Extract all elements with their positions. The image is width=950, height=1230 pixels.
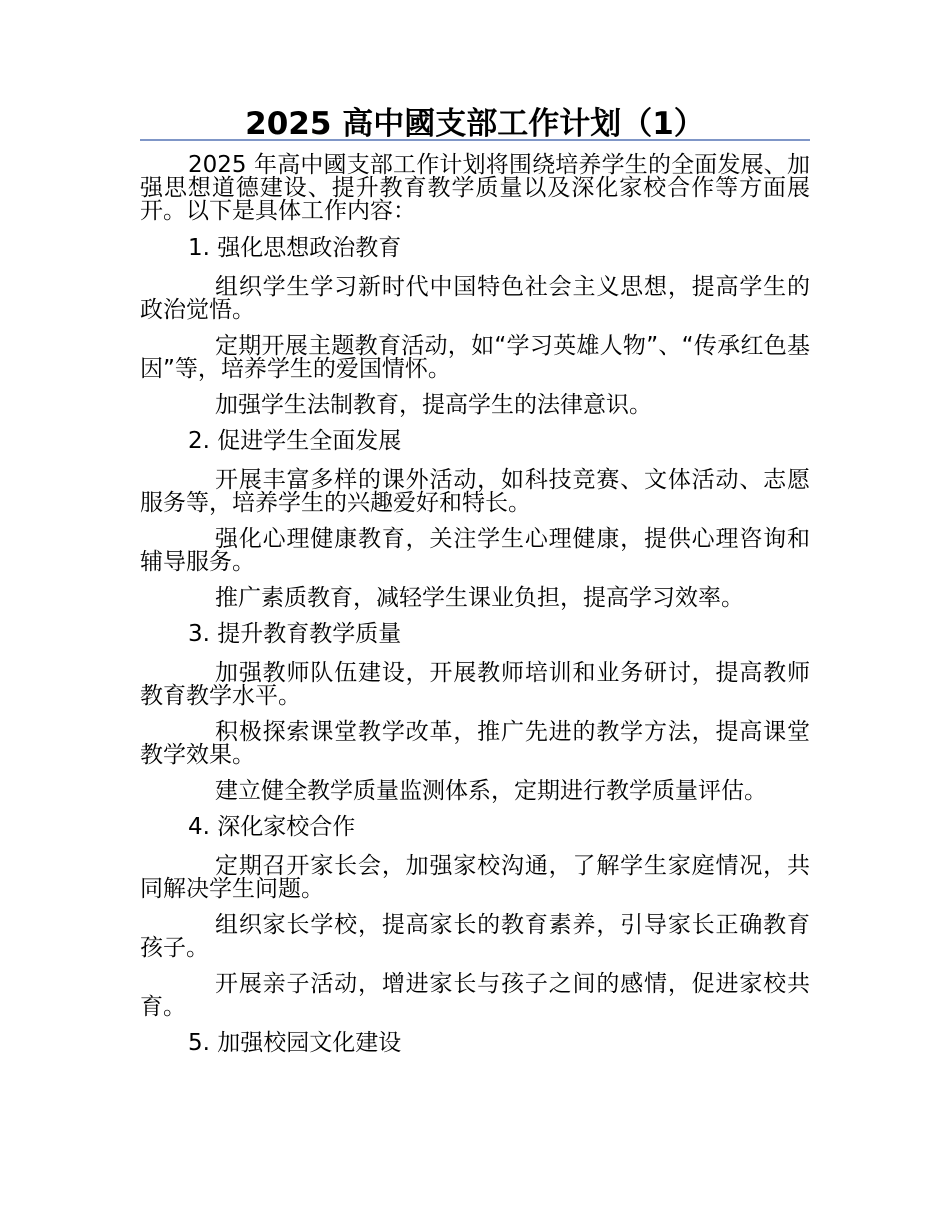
section-heading-4: 4. 深化家校合作 (188, 814, 356, 840)
title-underline (140, 139, 810, 141)
section-2-item-2: 强化心理健康教育，关注学生心理健康，提供心理咨询和辅导服务。 (140, 526, 810, 575)
section-1-item-1: 组织学生学习新时代中国特色社会主义思想，提高学生的政治觉悟。 (140, 274, 810, 323)
section-3-item-2: 积极探索课堂教学改革，推广先进的教学方法，提高课堂教学效果。 (140, 719, 810, 768)
section-4-item-2: 组织家长学校，提高家长的教育素养，引导家长正确教育孩子。 (140, 912, 810, 961)
section-4-item-3: 开展亲子活动，增进家长与孩子之间的感情，促进家校共育。 (140, 971, 810, 1020)
intro-paragraph: 2025 年高中國支部工作计划将围绕培养学生的全面发展、加强思想道德建设、提升教育教学质量以及深化家校合作等方面展开。以下是具体工作内容： (140, 152, 810, 224)
section-3-item-1: 加强教师队伍建设，开展教师培训和业务研讨，提高教师教育教学水平。 (140, 660, 810, 709)
section-heading-5: 5. 加强校园文化建设 (188, 1030, 402, 1056)
section-1-item-3: 加强学生法制教育，提高学生的法律意识。 (215, 392, 652, 418)
section-2-item-3: 推广素质教育，减轻学生课业负担，提高学习效率。 (215, 585, 744, 611)
section-3-item-3: 建立健全教学质量监测体系，定期进行教学质量评估。 (215, 778, 767, 804)
document-title: 2025 高中國支部工作计划（1） (245, 106, 705, 142)
section-1-item-2: 定期开展主题教育活动，如“学习英雄人物”、“传承红色基因”等，培养学生的爱国情怀。 (140, 333, 810, 382)
section-2-item-1: 开展丰富多样的课外活动，如科技竞赛、文体活动、志愿服务等，培养学生的兴趣爱好和特长。 (140, 467, 810, 516)
section-4-item-1: 定期召开家长会，加强家校沟通，了解学生家庭情况，共同解决学生问题。 (140, 853, 810, 902)
section-heading-3: 3. 提升教育教学质量 (188, 621, 402, 647)
section-heading-1: 1. 强化思想政治教育 (188, 235, 402, 261)
document-body (140, 154, 810, 1055)
section-heading-2: 2. 促进学生全面发展 (188, 428, 402, 454)
